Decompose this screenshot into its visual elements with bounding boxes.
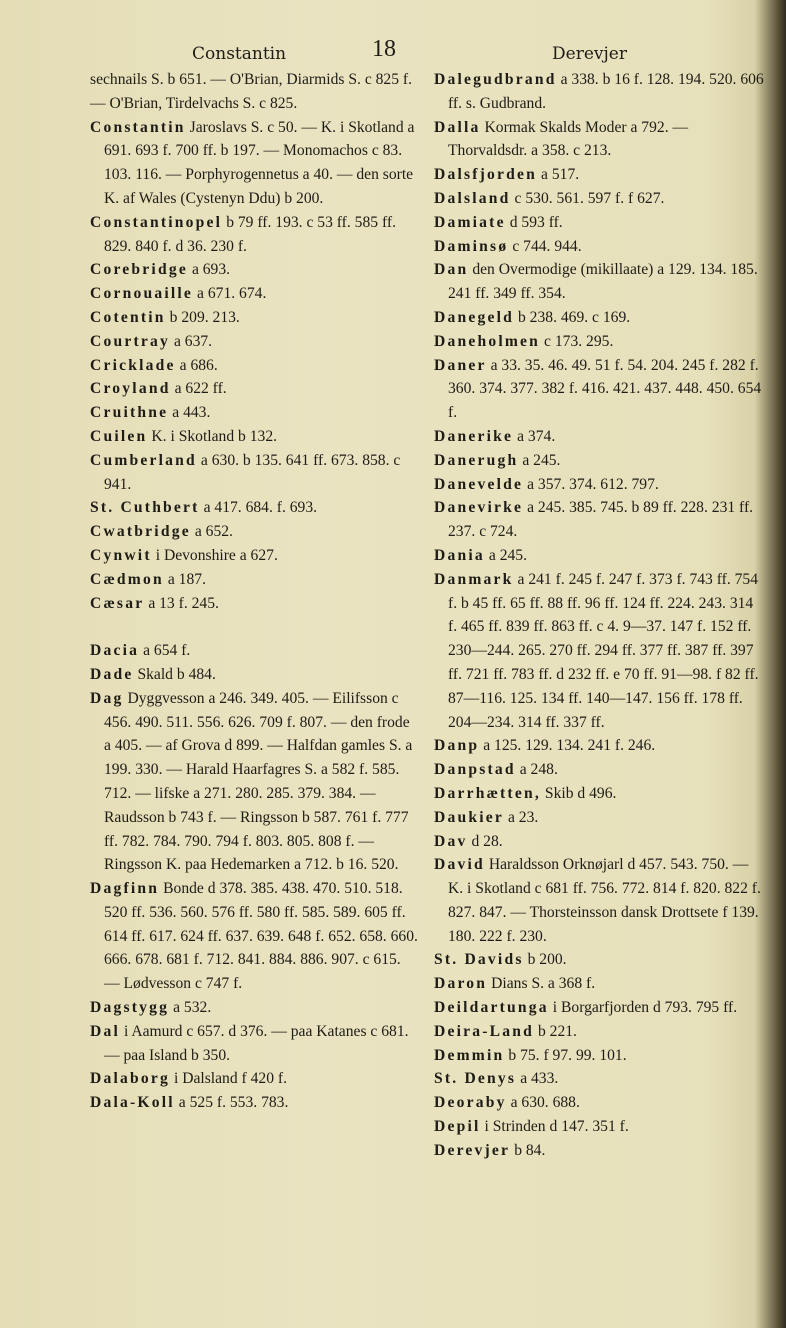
entry-headword: Dagstygg <box>90 999 170 1017</box>
index-entry <box>434 806 764 830</box>
entry-references: den Overmodige (mikillaate) a 129. 134. 185. 241 ff. 349 ff. 354. <box>448 261 758 303</box>
entry-references: a 374. <box>517 427 556 445</box>
entry-references: a 654 f. <box>143 642 191 660</box>
entry-headword: St. Denys <box>434 1070 517 1088</box>
index-entry <box>434 1115 764 1139</box>
entry-references: a 630. b 135. 641 ff. 673. 858. c 941. <box>104 451 401 493</box>
entry-headword: Cuilen <box>90 427 148 445</box>
entry-references: a 23. <box>507 808 539 826</box>
index-entry <box>90 520 420 544</box>
entry-references: a 338. b 16 f. 128. 194. 520. 606 ff. s. Gudbrand. <box>448 71 764 112</box>
entry-headword: Dala-Koll <box>90 1094 175 1112</box>
index-entry <box>90 1020 420 1068</box>
index-entry <box>90 330 420 354</box>
entry-headword: Danerugh <box>434 451 519 469</box>
index-entry <box>434 996 764 1020</box>
entry-headword: Danevirke <box>434 499 524 517</box>
entry-headword: Danpstad <box>434 761 516 779</box>
index-entry <box>434 306 764 330</box>
entry-headword: Demmin <box>434 1046 505 1064</box>
entry-headword: Dalsland <box>434 189 511 207</box>
entry-headword: Cynwit <box>90 546 152 564</box>
index-entry <box>90 68 420 116</box>
entry-references: a 187. <box>167 570 206 588</box>
entry-headword: Dania <box>434 546 485 564</box>
index-entry <box>434 425 764 449</box>
entry-references: a 357. 374. 612. 797. <box>527 475 659 493</box>
index-entry <box>434 734 764 758</box>
entry-references: a 637. <box>173 332 213 350</box>
entry-headword: St. Cuthbert <box>90 499 200 517</box>
entry-headword: Croyland <box>90 380 171 398</box>
entry-headword: Danmark <box>434 570 514 588</box>
index-entry <box>90 877 420 996</box>
entry-references: c 744. 944. <box>512 237 582 255</box>
entry-headword: Cruithne <box>90 404 169 422</box>
index-entry <box>90 544 420 568</box>
index-entry <box>90 639 420 663</box>
index-entry <box>90 568 420 592</box>
entry-references: a 433. <box>520 1070 559 1088</box>
entry-references: a 417. 684. f. 693. <box>203 499 318 517</box>
entry-references: a 241 f. 245 f. 247 f. 373 f. 743 ff. 754 f. b 45 ff. 65 ff. 88 ff. 96 ff. 124 ff. 224. 243. 314 f. 465 ff. 839 ff. 863 ff. c 4. 9—37. 147 f. 152 ff. 230—244. 265. 270 ff. 294 ff. 377 ff. 387 ff. 397 ff. 721 ff. 783 ff. d 232 ff. e 70 ff. 91—98. f 82 ff. 87—116. 125. 134 ff. 140—147. 156 ff. 178 ff. 204—234. 314 ff. 337 ff. <box>448 570 759 731</box>
index-entry <box>434 853 764 948</box>
entry-headword: Danegeld <box>434 308 514 326</box>
index-entry <box>90 116 420 211</box>
index-entry <box>434 1091 764 1115</box>
index-entry <box>434 473 764 497</box>
entry-headword: Dalaborg <box>90 1070 170 1088</box>
entry-references: Dians S. a 368 f. <box>491 975 596 993</box>
entry-headword: Deira-Land <box>434 1022 534 1040</box>
entry-references: a 248. <box>519 761 558 779</box>
entry-headword: Darrhætten, <box>434 784 541 802</box>
entry-headword: Dade <box>90 665 134 683</box>
entry-headword: Daneholmen <box>434 332 541 350</box>
section-gap <box>90 615 420 639</box>
entry-headword: Danp <box>434 737 480 755</box>
index-entry <box>90 663 420 687</box>
entry-headword: Cumberland <box>90 451 197 469</box>
index-entry <box>90 258 420 282</box>
entry-references: a 443. <box>172 404 211 422</box>
index-entry <box>434 830 764 854</box>
entry-references: a 125. 129. 134. 241 f. 246. <box>483 737 656 755</box>
index-entry <box>434 948 764 972</box>
index-entry <box>434 782 764 806</box>
entry-references: a 245. <box>488 546 527 564</box>
entry-references: a 245. 385. 745. b 89 ff. 228. 231 ff. 237. c 724. <box>448 499 754 541</box>
entry-references: a 686. <box>179 356 218 374</box>
entry-references: b 75. f 97. 99. 101. <box>508 1046 627 1064</box>
entry-references: c 173. 295. <box>544 332 614 350</box>
entry-headword: Dal <box>90 1022 120 1040</box>
entry-headword: Dalsfjorden <box>434 166 538 184</box>
entry-references: i Devonshire a 627. <box>155 546 278 564</box>
index-entry <box>434 568 764 735</box>
entry-headword: Corebridge <box>90 261 188 279</box>
entry-references: i Strinden d 147. 351 f. <box>484 1118 629 1136</box>
entry-headword: Daminsø <box>434 237 509 255</box>
index-entry <box>90 401 420 425</box>
entry-references: Haraldsson Orknøjarl d 457. 543. 750. — K. i Skotland c 681 ff. 756. 772. 814 f. 820. 822 f. 827. 847. — Thorsteinsson dansk Drottsete f 139. 180. 222 f. 230. <box>448 856 761 945</box>
entry-headword: Cricklade <box>90 356 176 374</box>
index-entry <box>90 425 420 449</box>
entry-headword: Dalegudbrand <box>434 71 557 88</box>
entry-references: K. i Skotland b 132. <box>151 427 278 445</box>
entry-headword: Dacia <box>90 642 140 660</box>
entry-references: b 79 ff. 193. c 53 ff. 585 ff. 829. 840 f. d 36. 230 f. <box>104 213 396 255</box>
entry-headword: Dag <box>90 689 124 707</box>
index-entry <box>90 282 420 306</box>
entry-references: Dyggvesson a 246. 349. 405. — Eilifsson c 456. 490. 511. 556. 626. 709 f. 807. — den frode a 405. — af Grova d 899. — Halfdan gamles S. a 199. 330. — Harald Haarfagres S. a 582 f. 585. 712. — lifske a 271. 280. 285. 379. 384. — Raudsson b 743 f. — Ringsson b 587. 761 f. 777 ff. 782. 784. 790. 794 f. 803. 805. 808 f. — Ringsson K. paa Hedemarken a 712. b 16. 520. <box>104 689 413 874</box>
running-header-right: Derevjer <box>552 44 627 64</box>
entry-references: Kormak Skalds Moder a 792. — Thorvaldsdr. a 358. c 213. <box>448 118 689 160</box>
entry-references: b 84. <box>514 1141 546 1159</box>
index-entry <box>434 1044 764 1068</box>
index-entry <box>90 449 420 497</box>
entry-headword: David <box>434 856 485 874</box>
entry-headword: Daukier <box>434 808 504 826</box>
entry-references: i Borgarfjorden d 793. 795 ff. <box>552 999 738 1017</box>
entry-headword: Deoraby <box>434 1094 507 1112</box>
entry-references: sechnails S. b 651. — O'Brian, Diarmids S. c 825 f. — O'Brian, Tirdelvachs S. c 825. <box>90 71 413 112</box>
index-entry <box>90 592 420 616</box>
entry-headword: Dav <box>434 832 468 850</box>
index-entry <box>434 116 764 164</box>
entry-headword: Constantinopel <box>90 213 223 231</box>
entry-headword: Deildartunga <box>434 999 549 1017</box>
entry-references: Skald b 484. <box>137 665 216 683</box>
entry-headword: Derevjer <box>434 1141 511 1159</box>
entry-references: a 33. 35. 46. 49. 51 f. 54. 204. 245 f. 282 f. 360. 374. 377. 382 f. 416. 421. 437. 448. 450. 654 f. <box>448 356 762 422</box>
index-entry <box>90 496 420 520</box>
index-entry <box>434 354 764 425</box>
entry-references: b 200. <box>527 951 567 969</box>
entry-headword: Damiate <box>434 213 506 231</box>
index-entry <box>90 996 420 1020</box>
entry-headword: St. Davids <box>434 951 524 969</box>
index-entry <box>90 1067 420 1091</box>
index-entry <box>434 758 764 782</box>
entry-headword: Constantin <box>90 118 186 136</box>
entry-references: i Aamurd c 657. d 376. — paa Katanes c 681. — paa Island b 350. <box>104 1022 409 1064</box>
entry-references: a 630. 688. <box>510 1094 580 1112</box>
index-entry <box>434 163 764 187</box>
entry-headword: Danerike <box>434 427 514 445</box>
page-number: 18 <box>372 36 396 62</box>
index-entry <box>434 235 764 259</box>
entry-references: c 530. 561. 597 f. f 627. <box>514 189 665 207</box>
entry-references: a 652. <box>194 523 233 541</box>
index-entry <box>434 449 764 473</box>
entry-headword: Cornouaille <box>90 285 194 303</box>
entry-references: a 245. <box>522 451 561 469</box>
index-entry <box>434 330 764 354</box>
index-entry <box>434 1067 764 1091</box>
index-entry <box>90 306 420 330</box>
entry-headword: Courtray <box>90 332 170 350</box>
index-entry <box>434 972 764 996</box>
entry-headword: Dan <box>434 261 469 279</box>
entry-references: a 622 ff. <box>174 380 227 398</box>
entry-references: b 238. 469. c 169. <box>517 308 631 326</box>
index-column-left <box>90 68 420 1115</box>
index-entry <box>90 211 420 259</box>
index-entry <box>434 1139 764 1163</box>
entry-headword: Dalla <box>434 118 481 136</box>
entry-references: a 13 f. 245. <box>148 594 219 612</box>
entry-headword: Cwatbridge <box>90 523 191 541</box>
entry-references: Jaroslavs S. c 50. — K. i Skotland a 691. 693 f. 700 ff. b 197. — Monomachos c 83. 103. 116. — Porphyrogennetus a 40. — den sorte K. af Wales (Cystenyn Ddu) b 200. <box>104 118 415 207</box>
entry-references: a 671. 674. <box>197 285 267 303</box>
index-entry <box>434 544 764 568</box>
entry-references: a 525 f. 553. 783. <box>178 1094 289 1112</box>
entry-references: a 532. <box>173 999 212 1017</box>
index-entry <box>90 1091 420 1115</box>
entry-headword: Daner <box>434 356 487 374</box>
entry-references: b 209. 213. <box>169 308 240 326</box>
entry-references: b 221. <box>537 1022 577 1040</box>
entry-references: a 693. <box>191 261 231 279</box>
running-header-left: Constantin <box>192 44 287 64</box>
entry-headword: Cæsar <box>90 594 145 612</box>
entry-references: d 593 ff. <box>509 213 563 231</box>
index-entry <box>434 211 764 235</box>
index-entry <box>434 187 764 211</box>
index-entry <box>434 1020 764 1044</box>
entry-headword: Dagfinn <box>90 880 160 898</box>
entry-references: Bonde d 378. 385. 438. 470. 510. 518. 520 ff. 536. 560. 576 ff. 580 ff. 585. 589. 605 ff. 614 ff. 617. 624 ff. 637. 639. 648 f. 652. 658. 660. 666. 678. 681 f. 712. 841. 884. 886. 907. c 615. — Lødvesson c 747 f. <box>104 880 418 993</box>
index-entry <box>434 496 764 544</box>
index-entry <box>90 377 420 401</box>
entry-headword: Daron <box>434 975 488 993</box>
entry-headword: Cotentin <box>90 308 166 326</box>
index-column-right <box>434 68 764 1163</box>
index-entry <box>90 687 420 877</box>
entry-references: a 517. <box>541 166 580 184</box>
entry-headword: Danevelde <box>434 475 524 493</box>
entry-references: i Dalsland f 420 f. <box>173 1070 288 1088</box>
index-entry <box>434 68 764 116</box>
index-entry <box>434 258 764 306</box>
entry-references: Skib d 496. <box>544 784 617 802</box>
entry-headword: Cædmon <box>90 570 164 588</box>
index-entry <box>90 354 420 378</box>
entry-references: d 28. <box>471 832 503 850</box>
entry-headword: Depil <box>434 1118 481 1136</box>
